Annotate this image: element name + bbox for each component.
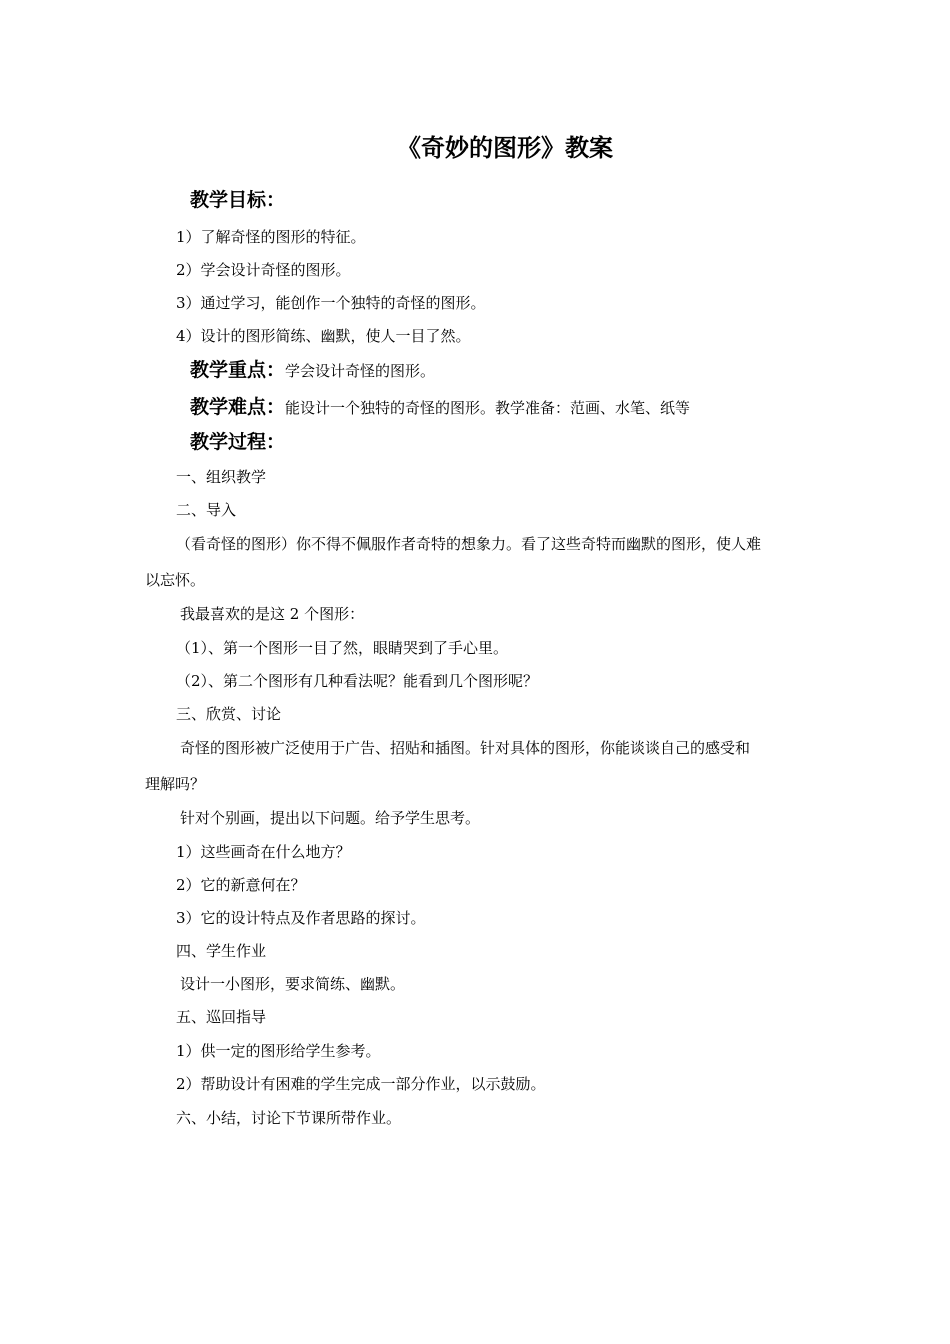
- process-step-5: 五、巡回指导: [176, 1008, 267, 1026]
- discuss-paragraph-line-1: 奇怪的图形被广泛使用于广告、招贴和插图。针对具体的图形，你能谈谈自己的感受和: [180, 739, 751, 757]
- objective-item-4: 4）设计的图形简练、幽默，使人一目了然。: [176, 327, 471, 345]
- homework-text: 设计一小图形，要求简练、幽默。: [180, 975, 406, 993]
- intro-paragraph-line-1: （看奇怪的图形）你不得不佩服作者奇特的想象力。看了这些奇特而幽默的图形，使人难: [176, 535, 762, 553]
- questions-intro: 针对个别画，提出以下问题。给予学生思考。: [180, 809, 481, 827]
- intro-paragraph-line-2: 以忘怀。: [145, 571, 206, 589]
- difficulty-heading: 教学难点：: [190, 396, 286, 418]
- discuss-paragraph-line-2: 理解吗？: [145, 775, 206, 793]
- process-step-3: 三、欣赏、讨论: [176, 705, 282, 723]
- process-heading: 教学过程：: [190, 431, 286, 453]
- difficulty-text: 能设计一个独特的奇怪的图形。教学准备：范画、水笔、纸等: [285, 399, 691, 417]
- favorite-item-1: （1）、第一个图形一目了然，眼睛哭到了手心里。: [176, 639, 509, 657]
- process-step-4: 四、学生作业: [176, 942, 267, 960]
- guide-item-1: 1）供一定的图形给学生参考。: [176, 1042, 381, 1060]
- key-point-row: [190, 356, 435, 385]
- question-2: 2）它的新意何在？: [176, 876, 306, 894]
- key-point-text: 学会设计奇怪的图形。: [285, 362, 436, 380]
- difficulty-row: [190, 393, 690, 422]
- question-1: 1）这些画奇在什么地方？: [176, 843, 351, 861]
- guide-item-2: 2）帮助设计有困难的学生完成一部分作业，以示鼓励。: [176, 1075, 546, 1093]
- key-point-heading: 教学重点：: [190, 359, 286, 381]
- objective-item-2: 2）学会设计奇怪的图形。: [176, 261, 351, 279]
- objective-item-3: 3）通过学习，能创作一个独特的奇怪的图形。: [176, 294, 486, 312]
- objectives-heading: 教学目标：: [190, 189, 286, 211]
- favorite-intro: 我最喜欢的是这 2 个图形：: [180, 605, 365, 623]
- favorite-item-2: （2）、第二个图形有几种看法呢？能看到几个图形呢？: [176, 672, 539, 690]
- process-step-1: 一、组织教学: [176, 468, 267, 486]
- process-step-2: 二、导入: [176, 501, 237, 519]
- process-step-6: 六、小结，讨论下节课所带作业。: [176, 1109, 402, 1127]
- document-title: 《奇妙的图形》教案: [397, 134, 613, 162]
- objective-item-1: 1）了解奇怪的图形的特征。: [176, 228, 366, 246]
- question-3: 3）它的设计特点及作者思路的探讨。: [176, 909, 426, 927]
